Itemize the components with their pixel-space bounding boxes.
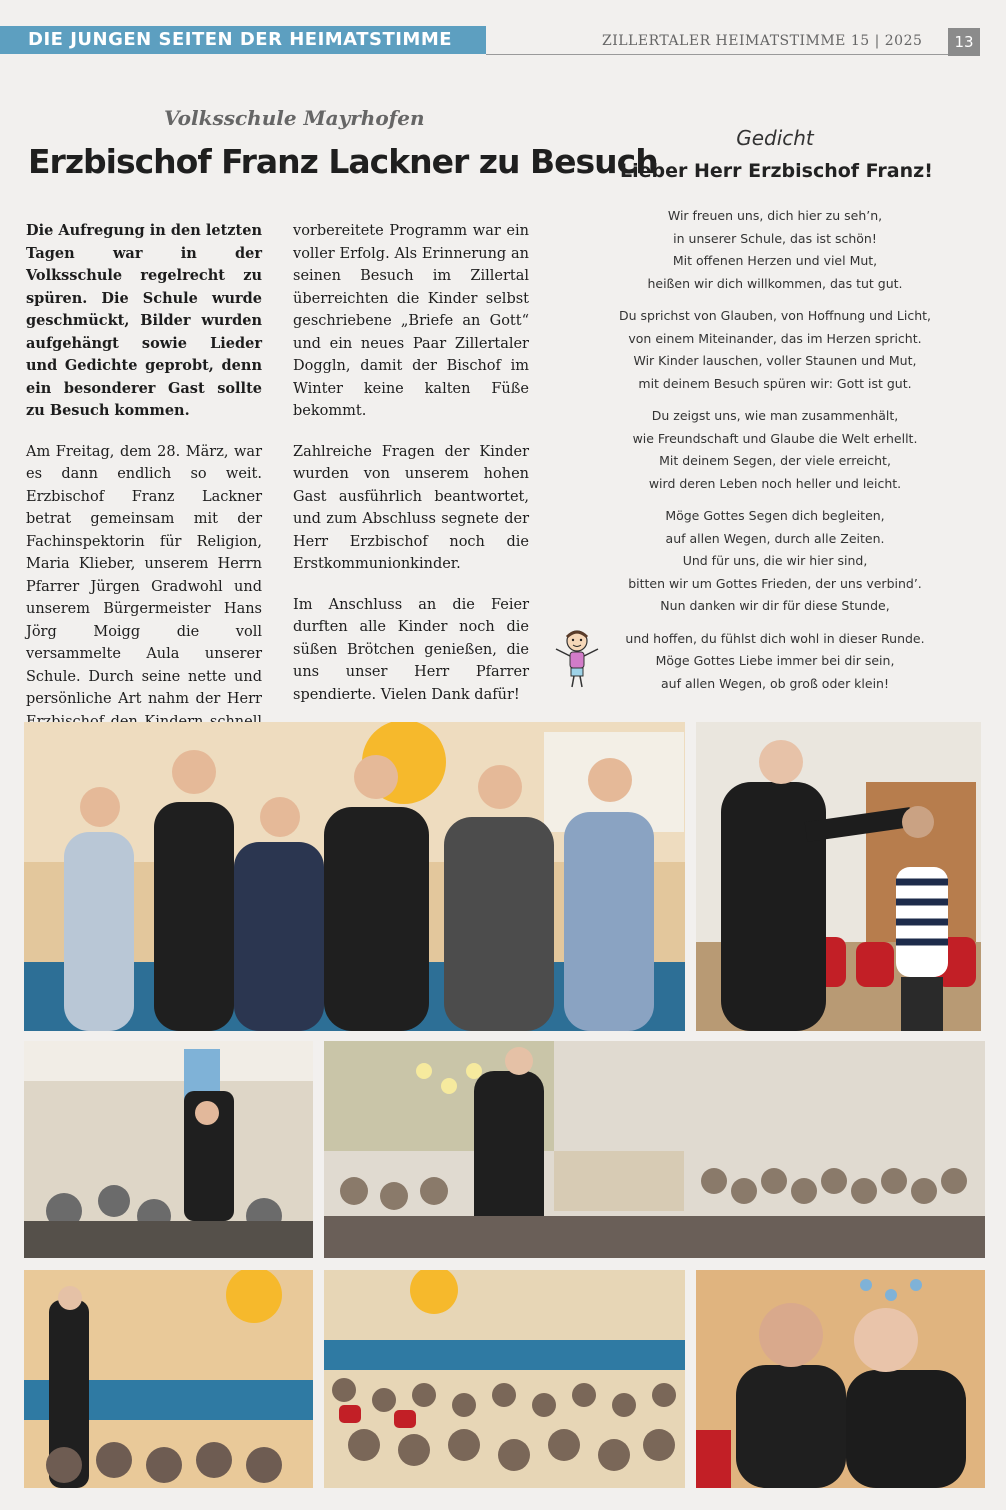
article-paragraph: Zahlreiche Fragen der Kinder wurden von unserem hohen Gast ausführlich beantwortet, und zum Abschluss segnete der Herr Erzbischof noch die Erstkommunionkinder. bbox=[293, 443, 529, 572]
article-column-2 bbox=[293, 220, 529, 724]
photo-archbishop-and-priest-seated bbox=[696, 1270, 985, 1488]
poem-line: Du sprichst von Glauben, von Hoffnung und Licht, bbox=[618, 308, 932, 323]
photo-archbishop-with-microphone bbox=[324, 1041, 985, 1258]
poem-line: wie Freundschaft und Glaube die Welt erhellt. bbox=[632, 430, 918, 446]
poem-line: Möge Gottes Segen dich begleiten, bbox=[665, 508, 885, 523]
article-paragraph: Im Anschluss an die Feier durften alle Kinder noch die süßen Brötchen genießen, die uns unser Herr Pfarrer spendierte. Vielen Dank dafür! bbox=[293, 596, 529, 703]
poem-line: wird deren Leben noch heller und leicht. bbox=[648, 475, 902, 491]
poem-body bbox=[600, 205, 950, 705]
poem-title: Lieber Herr Erzbischof Franz! bbox=[620, 160, 933, 182]
article-kicker: Volksschule Mayrhofen bbox=[164, 106, 425, 130]
page-number: 13 bbox=[948, 28, 980, 56]
poem-kicker: Gedicht bbox=[736, 126, 814, 150]
poem-stanza bbox=[600, 405, 950, 495]
poem-line: Und für uns, die wir hier sind, bbox=[682, 553, 868, 568]
header-rule bbox=[486, 54, 976, 55]
poem-line: Wir freuen uns, dich hier zu seh’n, bbox=[667, 208, 883, 223]
poem-stanza bbox=[600, 505, 950, 618]
article-paragraph: Am Freitag, dem 28. März, war es dann endlich so weit. Erzbischof Franz Lackner betrat gemeinsam mit der Fachinspektorin für Religion, Maria Klieber, unserem Herrn Pfarrer Jürgen Gradwohl und unserem Bürgermeister Hans Jörg Moigg die voll versammelte Aula unserer Schule. Durch seine nette und persönliche Art nahm der Herr bbox=[26, 443, 262, 707]
photo-priest-speaking bbox=[24, 1270, 313, 1488]
photo-school-hall-audience bbox=[324, 1270, 685, 1488]
poem-stanza bbox=[600, 205, 950, 295]
poem-line: in unserer Schule, das ist schön! bbox=[673, 230, 877, 246]
magazine-title: ZILLERTALER HEIMATSTIMME 15 | 2025 bbox=[602, 33, 923, 49]
photo-group-portrait bbox=[24, 722, 685, 1031]
poem-line: Möge Gottes Liebe immer bei dir sein, bbox=[655, 653, 895, 668]
article-paragraph: vorbereitete Programm war ein voller Erfolg. Als Erinnerung an seinen Besuch im Zillertal überreichten die Kinder selbst geschriebene „Briefe an Gott“ und ein neues Paar Zillertaler Doggln, damit der Bischof im Winter keine kalten Füße bekommt. bbox=[293, 223, 529, 419]
poem-stanza bbox=[600, 305, 950, 395]
article-column-1 bbox=[26, 220, 262, 774]
photo-child-holding-drawing bbox=[24, 1041, 313, 1258]
poem-line: Mit deinem Segen, der viele erreicht, bbox=[659, 453, 891, 468]
poem-line: heißen wir dich willkommen, das tut gut. bbox=[647, 275, 903, 291]
poem-line: bitten wir um Gottes Frieden, der uns verbind’. bbox=[628, 575, 922, 591]
photo-blessing-child bbox=[696, 722, 981, 1031]
child-mascot-illustration bbox=[552, 627, 602, 691]
poem-line: Wir Kinder lauschen, voller Staunen und Mut, bbox=[633, 353, 917, 368]
poem-line: von einem Miteinander, das im Herzen spricht. bbox=[628, 330, 922, 346]
article-headline: Erzbischof Franz Lackner zu Besuch bbox=[28, 142, 658, 181]
poem-line: auf allen Wegen, ob groß oder klein! bbox=[660, 675, 889, 691]
poem-line: Du zeigst uns, wie man zusammenhält, bbox=[651, 408, 899, 423]
article-lead: Die Aufregung in den letzten Tagen war in der Volksschule regelrecht zu spüren. Die Schule wurde geschmückt, Bilder wurden aufgehängt sowie Lieder und Gedichte geprobt, denn ein besonderer Gast sollte zu Besuch kommen. bbox=[26, 222, 262, 419]
poem-line: Mit offenen Herzen und viel Mut, bbox=[672, 253, 878, 268]
poem-line: Nun danken wir dir für diese Stunde, bbox=[660, 598, 890, 613]
section-title: DIE JUNGEN SEITEN DER HEIMATSTIMME bbox=[28, 29, 453, 50]
section-banner bbox=[0, 26, 486, 54]
poem-line: und hoffen, du fühlst dich wohl in dieser Runde. bbox=[625, 630, 925, 646]
poem-line: mit deinem Besuch spüren wir: Gott ist gut. bbox=[638, 375, 912, 391]
poem-stanza bbox=[600, 628, 950, 696]
poem-line: auf allen Wegen, durch alle Zeiten. bbox=[665, 530, 885, 546]
